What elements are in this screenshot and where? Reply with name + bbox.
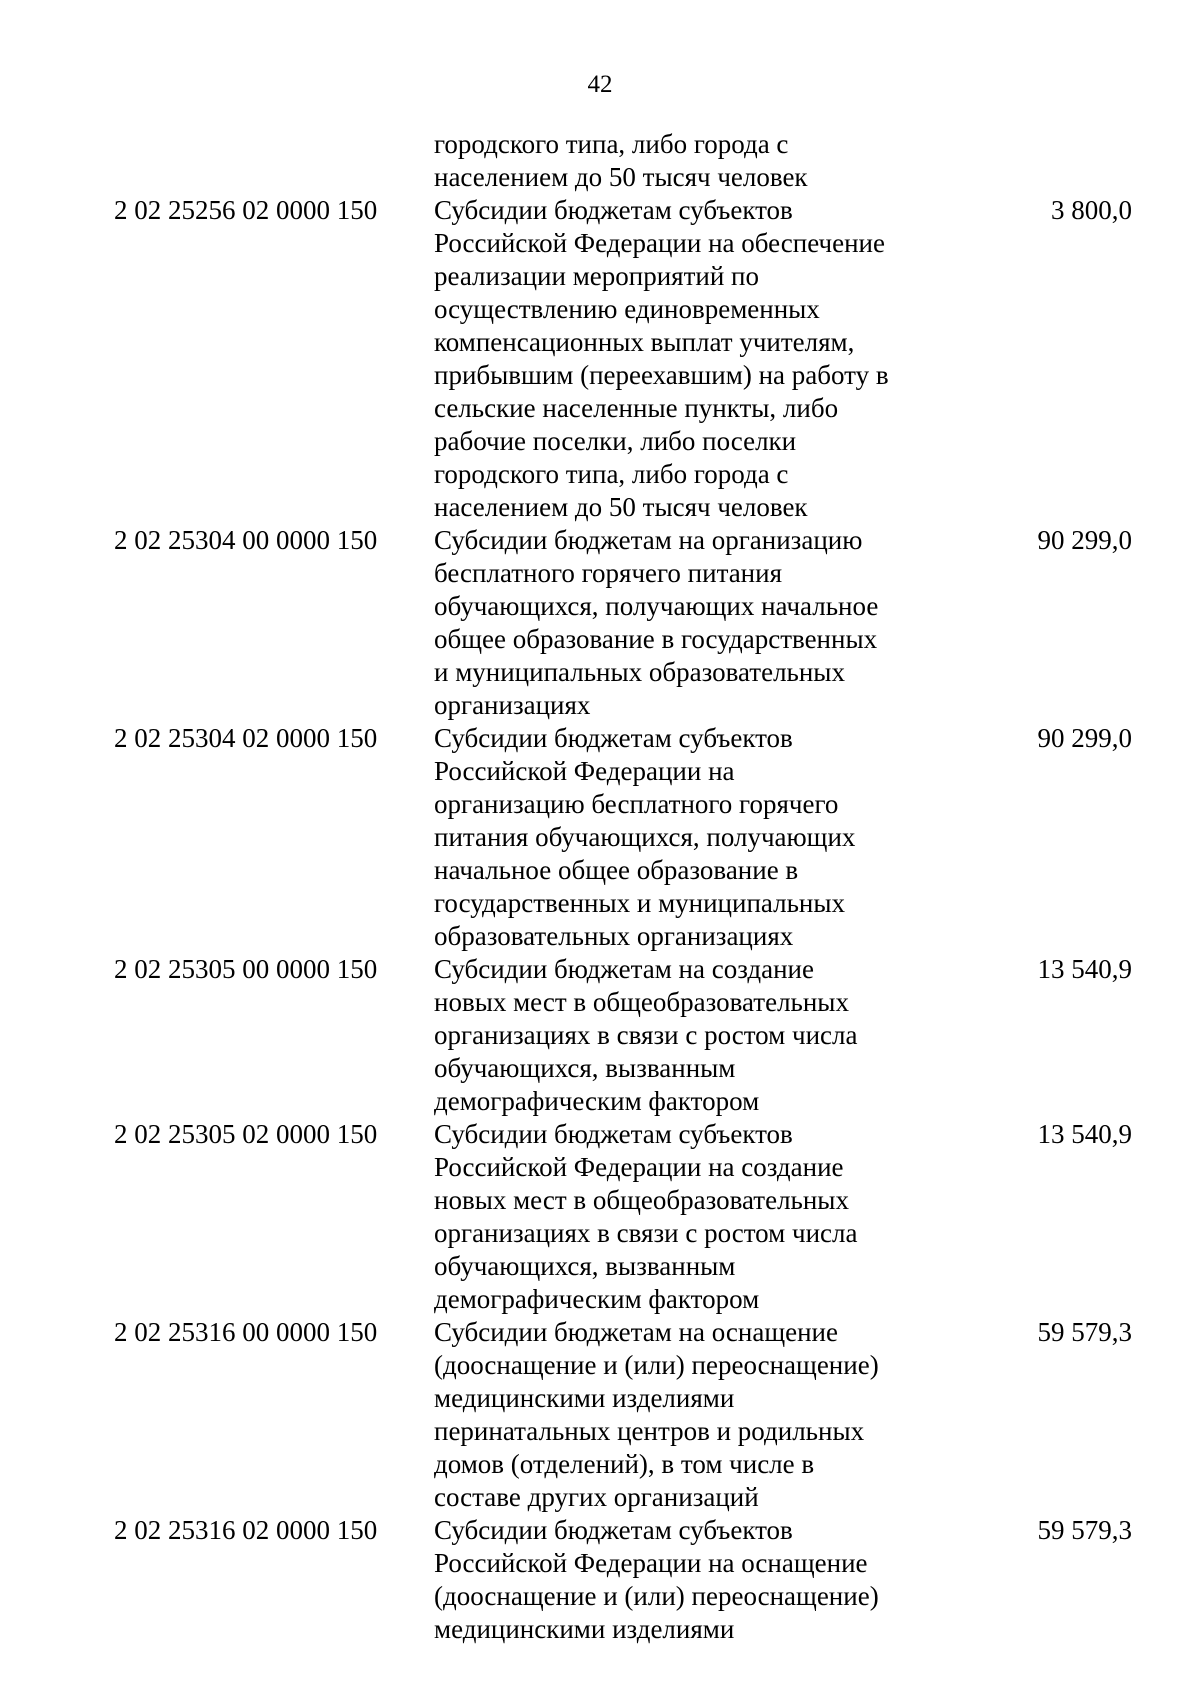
table-row <box>0 194 1200 524</box>
description-line: питания обучающихся, получающих <box>434 822 856 852</box>
description-line: рабочие поселки, либо поселки <box>434 426 797 456</box>
description-line: новых мест в общеобразовательных <box>434 1185 849 1215</box>
table-row <box>0 1118 1200 1316</box>
description-line: Российской Федерации на обеспечение <box>434 228 885 258</box>
description-line: компенсационных выплат учителям, <box>434 327 855 357</box>
income-description <box>434 1118 924 1316</box>
description-line: демографическим фактором <box>434 1086 760 1116</box>
table-row <box>0 953 1200 1118</box>
description-line: Российской Федерации на оснащение <box>434 1548 868 1578</box>
description-line: обучающихся, получающих начальное <box>434 591 879 621</box>
description-line: составе других организаций <box>434 1482 759 1512</box>
description-line: домов (отделений), в том числе в <box>434 1449 815 1479</box>
table-row <box>0 524 1200 722</box>
amount-value: 13 540,9 <box>1037 1119 1132 1149</box>
description-line: медицинскими изделиями <box>434 1383 735 1413</box>
income-description <box>434 953 924 1118</box>
budget-code: 2 02 25305 02 0000 150 <box>114 1119 378 1149</box>
budget-table <box>0 128 1200 1646</box>
description-line: Российской Федерации на создание <box>434 1152 844 1182</box>
description-line: городского типа, либо города с <box>434 459 789 489</box>
amount-value: 90 299,0 <box>1037 723 1132 753</box>
description-line: Российской Федерации на <box>434 756 735 786</box>
description-line: новых мест в общеобразовательных <box>434 987 849 1017</box>
amount-value: 90 299,0 <box>1037 525 1132 555</box>
table-row <box>0 1514 1200 1646</box>
budget-code: 2 02 25304 00 0000 150 <box>114 525 378 555</box>
description-line: Субсидии бюджетам на организацию <box>434 525 863 555</box>
budget-code: 2 02 25316 00 0000 150 <box>114 1317 378 1347</box>
budget-code: 2 02 25256 02 0000 150 <box>114 195 378 225</box>
description-line: обучающихся, вызванным <box>434 1251 736 1281</box>
income-description <box>434 524 924 722</box>
amount-value: 59 579,3 <box>1037 1515 1132 1545</box>
description-line: населением до 50 тысяч человек <box>434 162 808 192</box>
description-line: демографическим фактором <box>434 1284 760 1314</box>
amount-value: 3 800,0 <box>1051 195 1132 225</box>
description-line: начальное общее образование в <box>434 855 799 885</box>
page-number: 42 <box>587 71 613 98</box>
description-line: населением до 50 тысяч человек <box>434 492 808 522</box>
description-line: Субсидии бюджетам субъектов <box>434 723 793 753</box>
table-row <box>0 128 1200 194</box>
income-description <box>434 722 924 953</box>
description-line: бесплатного горячего питания <box>434 558 782 588</box>
description-line: перинатальных центров и родильных <box>434 1416 865 1446</box>
description-line: Субсидии бюджетам на создание <box>434 954 814 984</box>
description-line: организациях <box>434 690 591 720</box>
description-line: городского типа, либо города с <box>434 129 789 159</box>
description-line: образовательных организациях <box>434 921 794 951</box>
description-line: Субсидии бюджетам субъектов <box>434 1515 793 1545</box>
amount-value: 59 579,3 <box>1037 1317 1132 1347</box>
income-description <box>434 1316 924 1514</box>
income-description <box>434 1514 924 1646</box>
table-row <box>0 1316 1200 1514</box>
description-line: и муниципальных образовательных <box>434 657 845 687</box>
amount-value: 13 540,9 <box>1037 954 1132 984</box>
budget-code: 2 02 25316 02 0000 150 <box>114 1515 378 1545</box>
budget-code: 2 02 25304 02 0000 150 <box>114 723 378 753</box>
description-line: организациях в связи с ростом числа <box>434 1218 858 1248</box>
description-line: реализации мероприятий по <box>434 261 759 291</box>
description-line: организацию бесплатного горячего <box>434 789 839 819</box>
description-line: прибывшим (переехавшим) на работу в <box>434 360 889 390</box>
description-line: государственных и муниципальных <box>434 888 845 918</box>
description-line: сельские населенные пункты, либо <box>434 393 839 423</box>
income-description <box>434 194 924 524</box>
income-description <box>434 128 924 194</box>
description-line: медицинскими изделиями <box>434 1614 735 1644</box>
description-line: обучающихся, вызванным <box>434 1053 736 1083</box>
description-line: осуществлению единовременных <box>434 294 820 324</box>
description-line: Субсидии бюджетам субъектов <box>434 195 793 225</box>
description-line: (дооснащение и (или) переоснащение) <box>434 1350 879 1380</box>
table-row <box>0 722 1200 953</box>
description-line: общее образование в государственных <box>434 624 878 654</box>
budget-code: 2 02 25305 00 0000 150 <box>114 954 378 984</box>
description-line: организациях в связи с ростом числа <box>434 1020 858 1050</box>
description-line: Субсидии бюджетам на оснащение <box>434 1317 838 1347</box>
description-line: (дооснащение и (или) переоснащение) <box>434 1581 879 1611</box>
description-line: Субсидии бюджетам субъектов <box>434 1119 793 1149</box>
